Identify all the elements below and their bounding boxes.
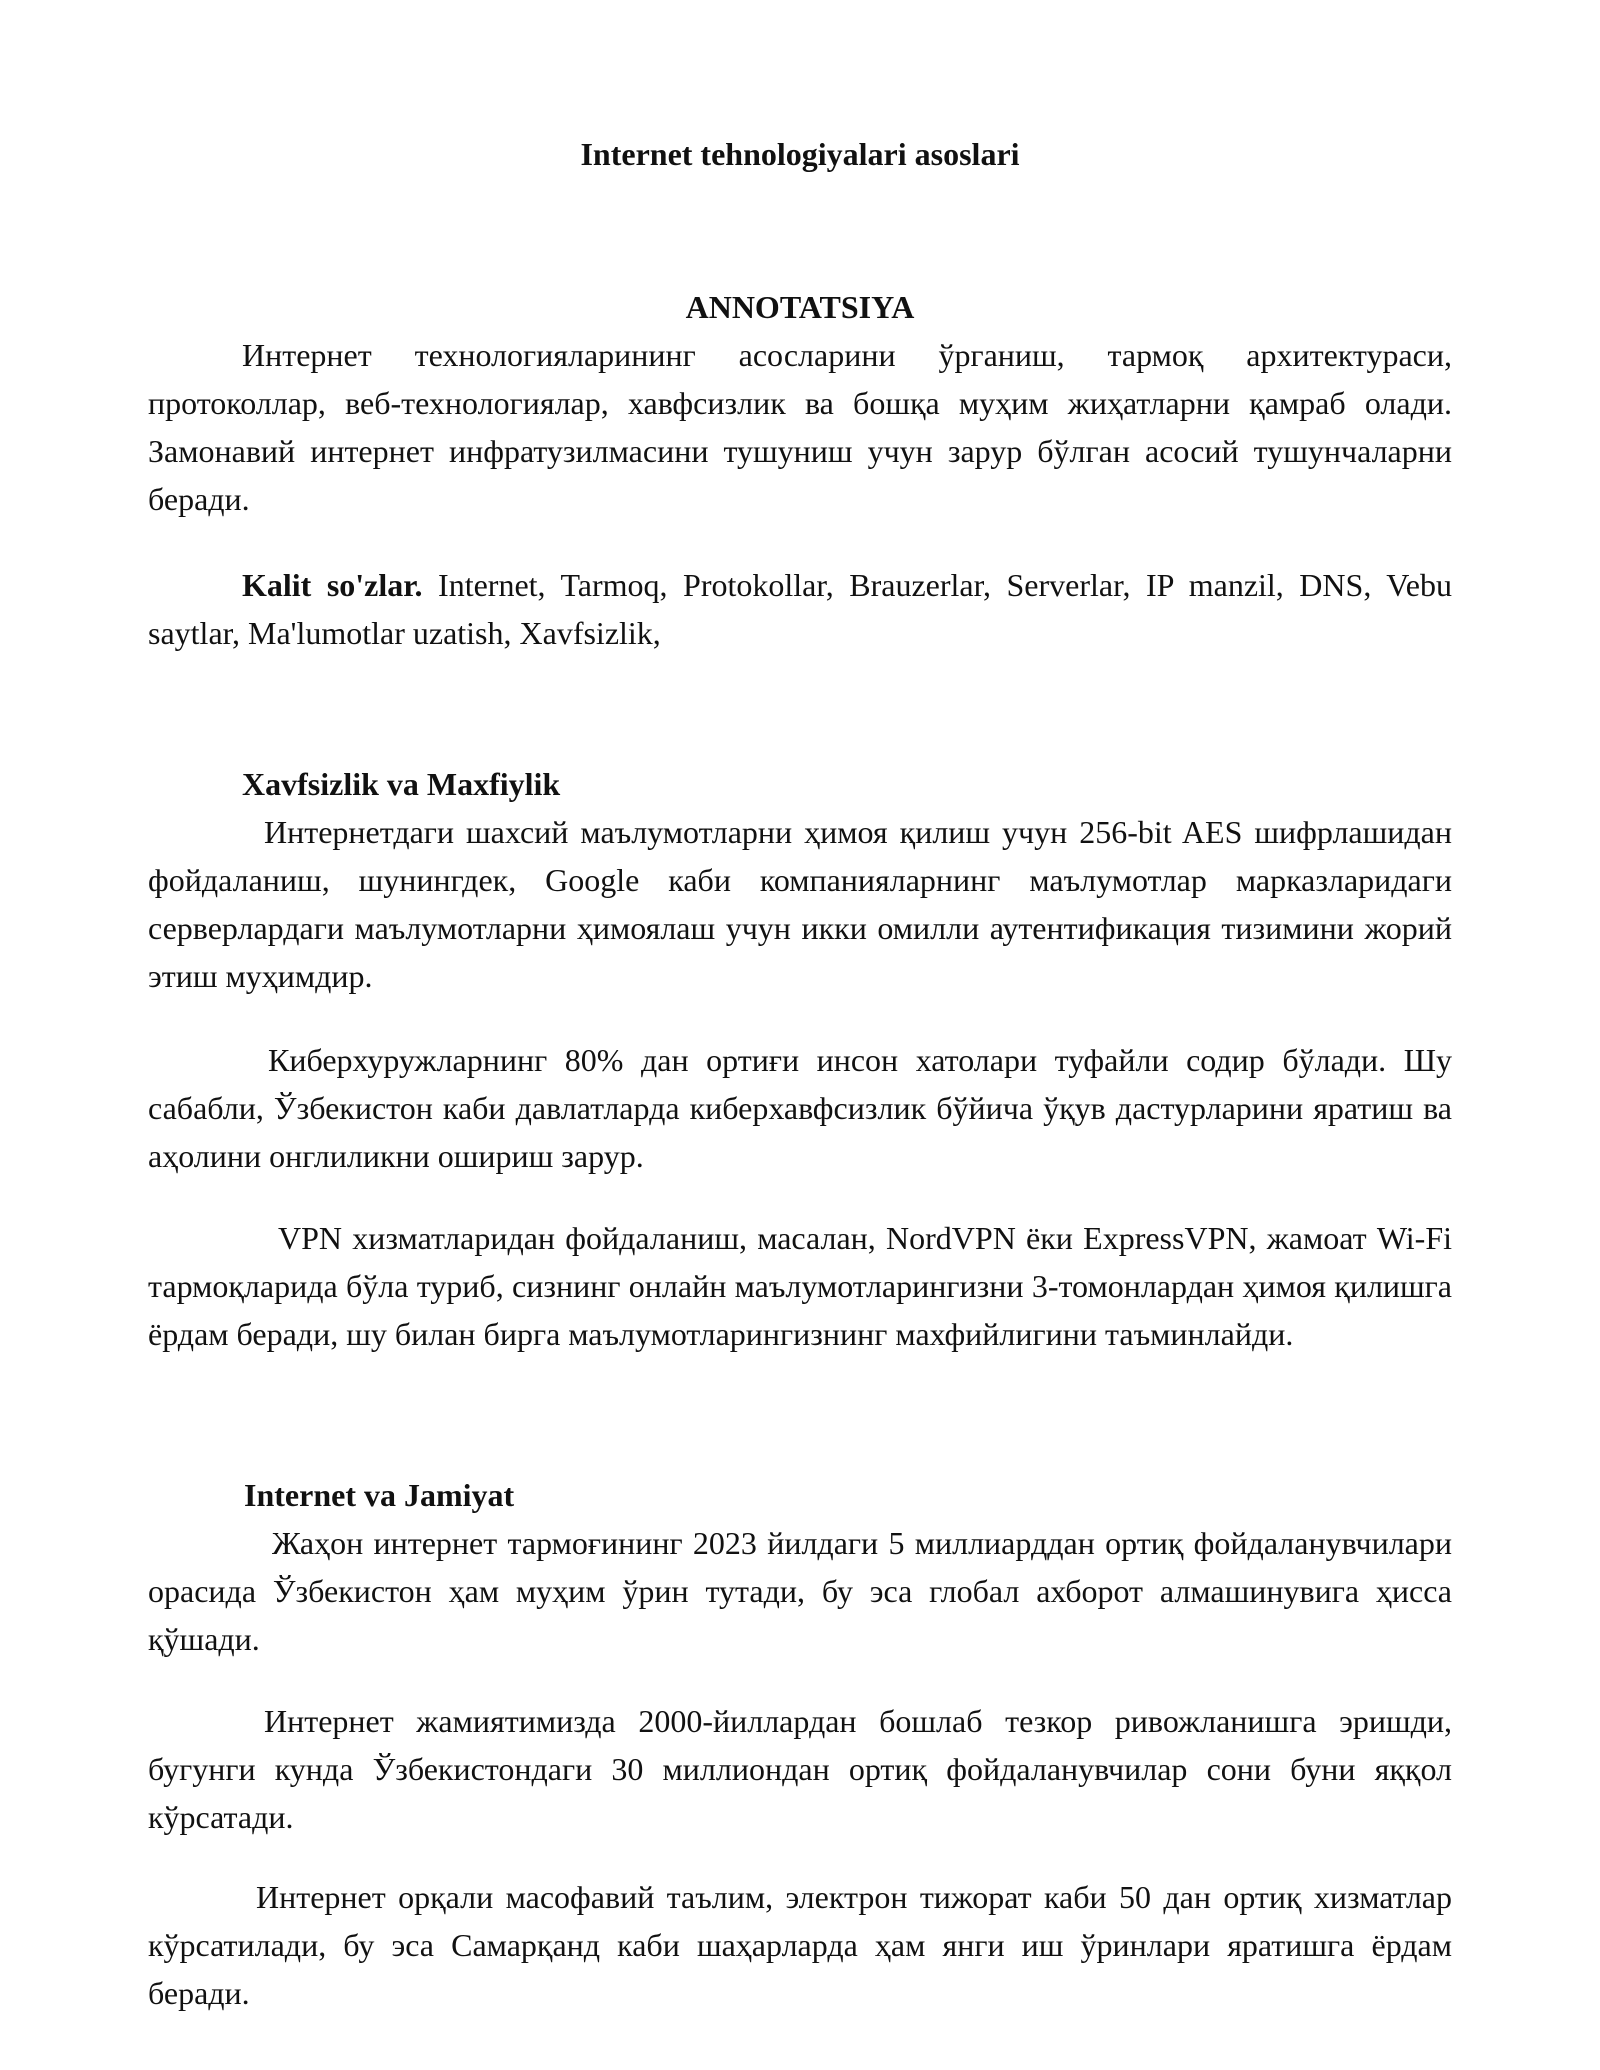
section-heading-society: Internet va Jamiyat <box>244 1477 515 1513</box>
keywords-paragraph <box>148 561 1452 657</box>
society-paragraph-2: Интернет жамиятимизда 2000-йиллардан бошлаб тезкор ривожланишга эришди, бугунги кунда Ўзбекистондаги 30 миллиондан ортиқ фойдаланувчилар сони буни яққол кўрсатади. <box>148 1703 1452 1835</box>
security-paragraph-2: Киберхуружларнинг 80% дан ортиғи инсон хатолари туфайли содир бўлади. Шу сабабли, Ўзбекистон каби давлатларда киберхавфсизлик бўйича ўқув дастурларини яратиш ва аҳолини онглиликни ошириш зарур. <box>148 1042 1452 1174</box>
keywords-list: Internet, Tarmoq, Protokollar, Brauzerlar, Serverlar, IP manzil, DNS, Vebu saytlar, Ma'lumotlar uzatish, Xavfsizlik, <box>148 567 1453 651</box>
keywords-label: Kalit so'zlar. <box>242 567 423 603</box>
security-paragraph-3: VPN хизматларидан фойдаланиш, масалан, NordVPN ёки ExpressVPN, жамоат Wi-Fi тармоқларида бўла туриб, сизнинг онлайн маълумотларингизни 3-томонлардан ҳимоя қилишга ёрдам беради, шу билан бирга маълумотларингизнинг махфийлигини таъминлайди. <box>148 1220 1452 1352</box>
annotation-heading: ANNOTATSIYA <box>685 289 915 325</box>
annotation-paragraph: Интернет технологияларининг асосларини ўрганиш, тармоқ архитектураси, протоколлар, веб-технологиялар, хавфсизлик ва бошқа муҳим жиҳатларни қамраб олади. Замонавий интернет инфратузилмасини тушуниш учун зарур бўлган асосий тушунчаларни беради. <box>148 337 1452 517</box>
society-paragraph-3: Интернет орқали масофавий таълим, электрон тижорат каби 50 дан ортиқ хизматлар кўрсатилади, бу эса Самарқанд каби шаҳарларда ҳам янги иш ўринлари яратишга ёрдам беради. <box>148 1879 1452 2011</box>
section-heading-security: Xavfsizlik va Maxfiylik <box>242 766 561 802</box>
security-paragraph-1: Интернетдаги шахсий маълумотларни ҳимоя қилиш учун 256-bit AES шифрлашидан фойдаланиш, шунингдек, Google каби компанияларнинг маълумотлар марказларидаги серверлардаги маълумотларни ҳимоялаш учун икки омилли аутентификация тизимини жорий этиш муҳимдир. <box>148 814 1452 994</box>
document-title: Internet tehnologiyalari asoslari <box>580 136 1020 172</box>
society-paragraph-1: Жаҳон интернет тармоғининг 2023 йилдаги 5 миллиарддан ортиқ фойдаланувчилари орасида Ўзбекистон ҳам муҳим ўрин тутади, бу эса глобал ахборот алмашинувига ҳисса қўшади. <box>148 1525 1452 1657</box>
